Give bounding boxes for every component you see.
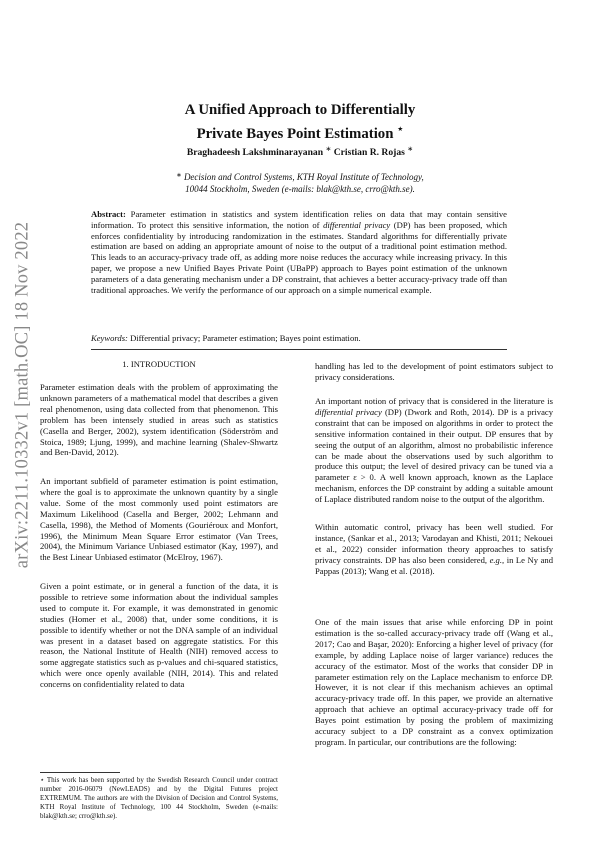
paragraph-text: handling has led to the development of point estimators subject to privacy considerations. xyxy=(315,361,553,382)
author-name: Braghadeesh Lakshminarayanan xyxy=(186,147,324,158)
keywords-text: Differential privacy; Parameter estimation; Bayes point estimation. xyxy=(127,333,361,343)
author-affil-marker: ∗ xyxy=(407,145,414,153)
text-span: An important notion of privacy that is considered in the literature is xyxy=(315,396,553,406)
footnote-marker: ⋆ xyxy=(40,776,45,784)
emphasis: differential privacy xyxy=(315,406,382,417)
title-footnote-marker: ⋆ xyxy=(397,124,404,135)
author-list xyxy=(110,145,490,158)
paper-title xyxy=(110,101,490,144)
footnote-divider xyxy=(40,772,120,773)
text-span: (DP) (Dwork and Roth, 2014). DP is a privacy constraint that can be imposed on algorithms in order to protect the sensitive information contained in their output. DP ensures that by seeing the output of an algorithm, almost no probabilistic inference can be made about the observations used by such algorithm to produce this output; the level of desired privacy can be tuned via a parameter ε > 0. A well known approach, known as the Laplace mechanism, enforces the DP constraint by adding a suitable amount of Laplace distributed random noise to the output of the algorithm. xyxy=(315,406,553,505)
keywords xyxy=(91,333,507,343)
paragraph-text: One of the main issues that arise while enforcing DP in point estimation is the so-called accuracy-privacy trade off (Wang et al., 2017; Cao and Başar, 2020): Enforcing a higher level of privacy (for example, by adding Laplace noise of larger variance) reduces the accuracy of the estimator. Most of the works that consider DP in parameter estimation rely on the Laplace mechanism to enforce DP. However, it is not clear if this mechanism achieves an optimal accuracy-privacy trade off. In this paper, we provide an alternative approach that achieve an optimal accuracy-privacy trade off for Bayes point estimation by posing the problem of maximizing accuracy subject to a DP constraint as a convex optimization program. In particular, our contributions are the following: xyxy=(315,617,553,747)
paragraph xyxy=(40,476,278,563)
abstract-emphasis: differential privacy xyxy=(323,219,391,230)
paragraph xyxy=(315,617,553,748)
paragraph xyxy=(40,581,278,690)
author-name: Cristian R. Rojas xyxy=(333,147,405,158)
title-line-2: Private Bayes Point Estimation xyxy=(196,125,394,142)
text-span: Within automatic control, privacy has been well studied. For instance, (Sankar et al., 2013; Varodayan and Khisti, 2011; Nekouei et al., 2022) consider information theory approaches to satisfy privacy constraints. DP has also been considered, xyxy=(315,522,553,565)
affiliation-line-2: 10044 Stockholm, Sweden (e-mails: blak@kth.se, crro@kth.se). xyxy=(185,184,415,194)
paragraph xyxy=(315,522,553,577)
paragraph-text xyxy=(315,396,553,505)
abstract xyxy=(91,209,507,295)
affiliation xyxy=(110,170,490,195)
paragraph-text: Given a point estimate, or in general a function of the data, it is possible to retrieve some information about the individual samples used to compute it. For example, it was demonstrated in genomic studies (Homer et al., 2008) that, under some conditions, it is possible to identify whether or not the DNA sample of an individual was present in a dataset based on aggregate statistics. For this reason, the National Institute of Health (NIH) removed access to some aggregate statistics such as p-values and chi-squared statistics, which were once openly available (NIH, 2014). This and related concerns on confidentiality related to data xyxy=(40,581,278,690)
abstract-label: Abstract: xyxy=(91,209,126,219)
paragraph-text: An important subfield of parameter estimation is point estimation, where the goal is to approximate the unknown quantity by a single value. Some of the most commonly used point estimators are Maximum Likelihood (Casella and Berger, 2002; Lehmann and Casella, 1998), the Method of Moments (Gouriéroux and Monfort, 1996), the Minimum Mean Square Error estimator (Van Trees, 2004), the Minimum Variance Unbiased estimator (Kay, 1997), and the Best Linear Unbiased estimator (McElroy, 1967). xyxy=(40,476,278,563)
paragraph-text xyxy=(315,522,553,577)
abstract-text: Parameter estimation in statistics and system identification relies on data that may contain sensitive information. To protect this sensitive information, the notion of xyxy=(91,209,507,230)
title-line-1: A Unified Approach to Differentially xyxy=(184,102,416,118)
paragraph xyxy=(315,396,553,505)
paragraph xyxy=(40,382,278,458)
author-affil-marker: ∗ xyxy=(325,145,332,153)
footnote xyxy=(40,776,278,821)
footnote-text: This work has been supported by the Swedish Research Council under contract number 2016-06079 (NewLEADS) and by the Digital Futures project EXTREMUM. The authors are with the Division of Decision and Control Systems, KTH Royal Institute of Technology, 100 44 Stockholm, Sweden (e-mails: blak@kth.se; crro@kth.se). xyxy=(40,776,278,820)
abstract-text: (DP) has been proposed, which enforces confidentiality by introducing randomization in the estimates. Standard algorithms for differentially private estimation are based on adding an appropriate amount of noise to the output of a traditional point estimation method. This leads to an accuracy-privacy trade off, as adding more noise reduces the accuracy while increasing privacy. In this paper, we propose a new Unified Bayes Private Point (UBaPP) approach to Bayes point estimation of the unknown parameters of a data generating mechanism under a DP constraint, that achieves a better accuracy-privacy trade off than traditional approaches. We verify the performance of our approach on a simple numerical example. xyxy=(91,219,507,295)
keywords-label: Keywords: xyxy=(91,333,128,343)
paragraph xyxy=(315,361,553,383)
emphasis: e.g. xyxy=(489,554,502,565)
paragraph-text: Parameter estimation deals with the problem of approximating the unknown parameters of a mathematical model that describes a given real phenomenon, using data collected from that phenomenon. This problem has been intensely studied in areas such as statistics (Casella and Berger, 2002), system identification (Söderström and Stoica, 1989; Ljung, 1999), and machine learning (Shalev-Shwartz and Ben-David, 2012). xyxy=(40,382,278,458)
abstract-divider xyxy=(91,349,507,350)
arxiv-identifier[interactable]: arXiv:2211.10332v1 [math.OC] 18 Nov 2022 xyxy=(12,221,33,569)
affiliation-line-1: Decision and Control Systems, KTH Royal Institute of Technology, xyxy=(183,172,424,182)
arxiv-side-stamp xyxy=(8,180,38,610)
text-span: , in Le Ny and Pappas (2013); Wang et al. (2018). xyxy=(315,554,554,576)
section-heading-introduction: 1. INTRODUCTION xyxy=(122,359,196,369)
affiliation-marker: ∗ xyxy=(176,172,182,179)
